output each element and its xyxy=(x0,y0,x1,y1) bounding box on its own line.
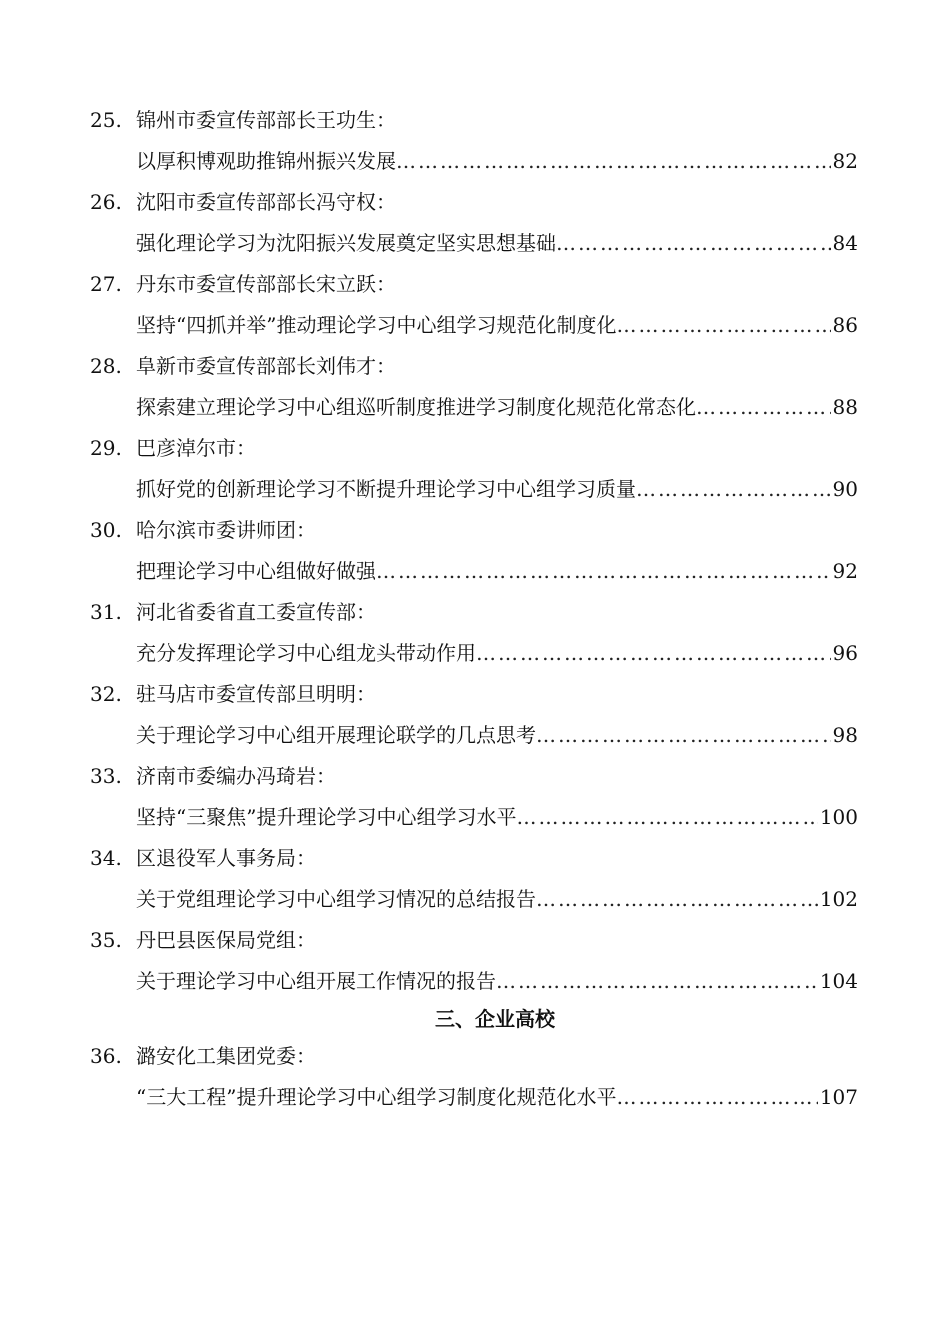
toc-entry-title: 坚持“四抓并举”推动理论学习中心组学习规范化制度化 xyxy=(136,313,617,337)
toc-entry-title: 充分发挥理论学习中心组龙头带动作用 xyxy=(136,641,476,665)
toc-leader-dots xyxy=(516,797,817,838)
toc-leader-dots xyxy=(496,961,818,1002)
toc-entry-number: 27. xyxy=(90,272,122,296)
toc-entry-org-line xyxy=(0,838,950,879)
toc-leader-dots xyxy=(556,223,831,264)
toc-entry-number: 26. xyxy=(90,190,122,214)
toc-entry-title: 以厚积博观助推锦州振兴发展 xyxy=(136,149,396,173)
toc-entry-title-line xyxy=(136,551,858,592)
toc-entry-org-line xyxy=(0,100,950,141)
toc-entry-number: 35. xyxy=(90,928,122,952)
toc-leader-dots xyxy=(636,469,831,510)
toc-entry-page-number: 92 xyxy=(832,559,858,583)
toc-leader-dots xyxy=(376,551,831,592)
toc-entry-number: 25. xyxy=(90,108,122,132)
toc-entry-page-number: 107 xyxy=(819,1085,858,1109)
toc-entries-group xyxy=(0,100,950,1002)
toc-entry-org: 丹东市委宣传部部长宋立跃： xyxy=(136,272,396,296)
toc-entry-page-number: 90 xyxy=(832,477,858,501)
toc-entry xyxy=(0,592,950,674)
toc-entry-title: 关于理论学习中心组开展工作情况的报告 xyxy=(136,969,496,993)
toc-entry-number: 28. xyxy=(90,354,122,378)
toc-entry-title: “三大工程”提升理论学习中心组学习制度化规范化水平 xyxy=(136,1085,617,1109)
toc-entry-title: 探索建立理论学习中心组巡听制度推进学习制度化规范化常态化 xyxy=(136,395,696,419)
toc-entry-org: 沈阳市委宣传部部长冯守权： xyxy=(136,190,396,214)
toc-entry xyxy=(0,264,950,346)
toc-entry-title-line xyxy=(136,961,858,1002)
toc-entry-page-number: 82 xyxy=(832,149,858,173)
toc-entry-org-line xyxy=(0,182,950,223)
toc-entry-org-line xyxy=(0,592,950,633)
toc-entry-number: 36. xyxy=(90,1044,122,1068)
toc-entry xyxy=(0,920,950,1002)
toc-entry-org: 巴彦淖尔市： xyxy=(136,436,256,460)
toc-entry-title-line xyxy=(136,1077,858,1118)
toc-entries-group xyxy=(0,1036,950,1118)
toc-entry-title-line xyxy=(136,141,858,182)
toc-entry-page-number: 100 xyxy=(819,805,858,829)
toc-entry-number: 33. xyxy=(90,764,122,788)
toc-entry-org-line xyxy=(0,1036,950,1077)
toc-leader-dots xyxy=(476,633,831,674)
toc-entry-org: 丹巴县医保局党组： xyxy=(136,928,316,952)
toc-entry xyxy=(0,346,950,428)
toc-entry-org-line xyxy=(0,674,950,715)
toc-entry xyxy=(0,100,950,182)
toc-entry xyxy=(0,674,950,756)
toc-entry-title: 关于党组理论学习中心组学习情况的总结报告 xyxy=(136,887,536,911)
toc-entry xyxy=(0,756,950,838)
toc-entry-org: 锦州市委宣传部部长王功生： xyxy=(136,108,396,132)
toc-entry-title-line xyxy=(136,633,858,674)
section-heading: 三、企业高校 xyxy=(435,1007,555,1031)
toc-entry-title: 强化理论学习为沈阳振兴发展奠定坚实思想基础 xyxy=(136,231,556,255)
toc-entry xyxy=(0,428,950,510)
toc-entry-title: 坚持“三聚焦”提升理论学习中心组学习水平 xyxy=(136,805,517,829)
toc-entry-title-line xyxy=(136,469,858,510)
toc-entry-org: 济南市委编办冯琦岩： xyxy=(136,764,336,788)
toc-entry-org: 驻马店市委宣传部旦明明： xyxy=(136,682,376,706)
toc-leader-dots xyxy=(696,387,831,428)
toc-entry-page-number: 98 xyxy=(832,723,858,747)
toc-entry-org-line xyxy=(0,264,950,305)
toc-leader-dots xyxy=(396,141,831,182)
toc-entry-title: 关于理论学习中心组开展理论联学的几点思考 xyxy=(136,723,536,747)
toc-entry-org-line xyxy=(0,510,950,551)
toc-leader-dots xyxy=(616,1077,817,1118)
toc-entry-title-line xyxy=(136,223,858,264)
toc-entry-number: 29. xyxy=(90,436,122,460)
toc-entry-number: 32. xyxy=(90,682,122,706)
toc-entry-org: 潞安化工集团党委： xyxy=(136,1044,316,1068)
toc-entry-number: 34. xyxy=(90,846,122,870)
toc-entry-page-number: 86 xyxy=(832,313,858,337)
toc-entry-org-line xyxy=(0,428,950,469)
table-of-contents xyxy=(0,100,950,1118)
toc-entry-title-line xyxy=(136,387,858,428)
toc-entry-title: 抓好党的创新理论学习不断提升理论学习中心组学习质量 xyxy=(136,477,636,501)
toc-leader-dots xyxy=(616,305,830,346)
toc-entry-title-line xyxy=(136,879,858,920)
toc-entry-org: 区退役军人事务局： xyxy=(136,846,316,870)
toc-leader-dots xyxy=(536,879,818,920)
toc-entry xyxy=(0,838,950,920)
toc-entry xyxy=(0,182,950,264)
toc-entry-title-line xyxy=(136,797,858,838)
toc-entry-title: 把理论学习中心组做好做强 xyxy=(136,559,376,583)
toc-entry-org-line xyxy=(0,920,950,961)
toc-entry-title-line xyxy=(136,305,858,346)
toc-entry-org-line xyxy=(0,756,950,797)
toc-entry-org-line xyxy=(0,346,950,387)
toc-entry xyxy=(0,1036,950,1118)
toc-entry-title-line xyxy=(136,715,858,756)
toc-entry-number: 30. xyxy=(90,518,122,542)
toc-entry-number: 31. xyxy=(90,600,122,624)
toc-entry-page-number: 104 xyxy=(819,969,858,993)
toc-entry-org: 阜新市委宣传部部长刘伟才： xyxy=(136,354,396,378)
toc-entry-page-number: 88 xyxy=(832,395,858,419)
toc-entry-page-number: 84 xyxy=(832,231,858,255)
toc-entry xyxy=(0,510,950,592)
toc-entry-org: 河北省委省直工委宣传部： xyxy=(136,600,376,624)
toc-entry-page-number: 96 xyxy=(832,641,858,665)
toc-entry-org: 哈尔滨市委讲师团： xyxy=(136,518,316,542)
toc-leader-dots xyxy=(536,715,831,756)
toc-entry-page-number: 102 xyxy=(819,887,858,911)
